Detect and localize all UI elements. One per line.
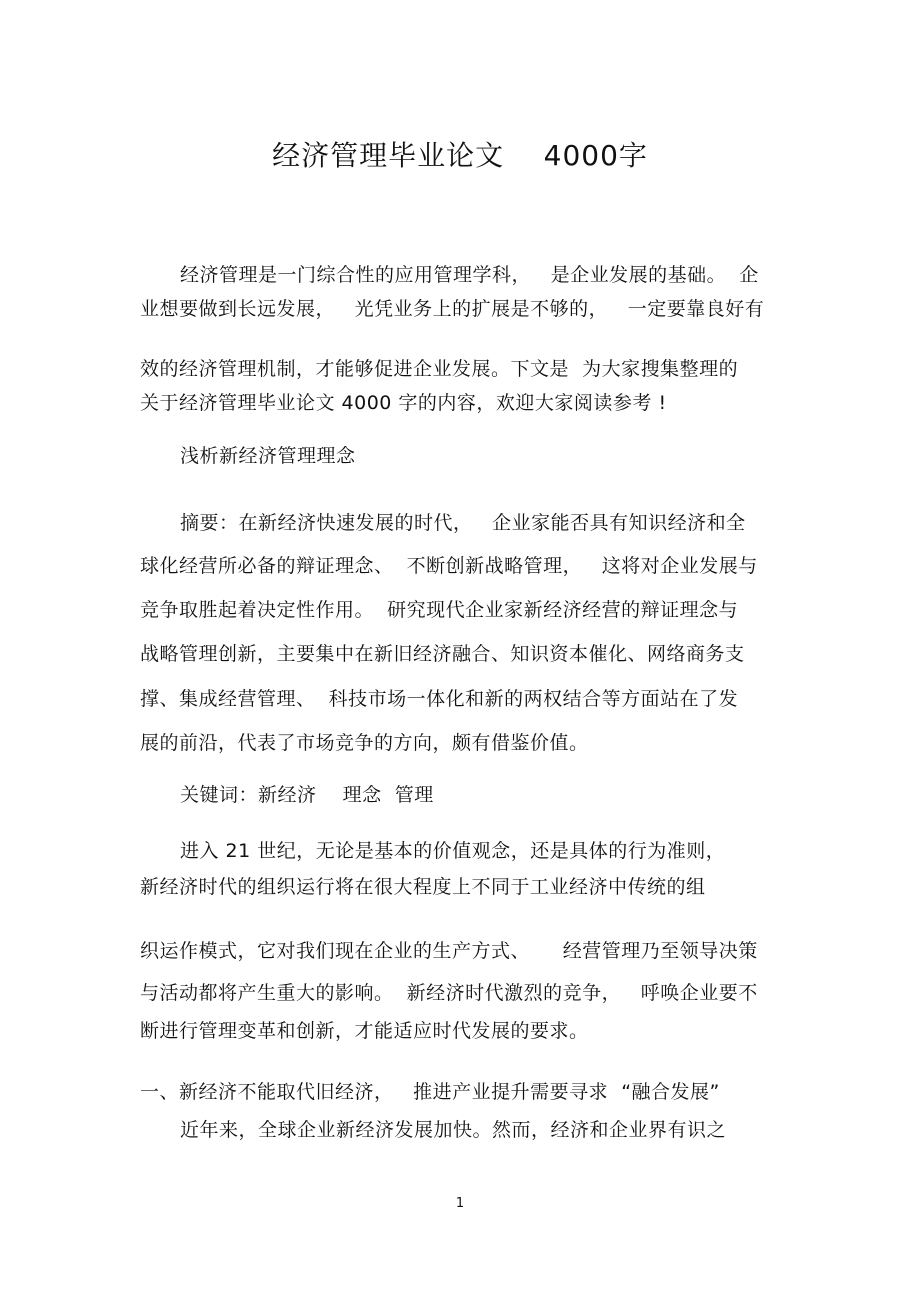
intro-line-1: 经济管理是一门综合性的应用管理学科， 是企业发展的基础。 企 xyxy=(180,264,759,286)
section-body-line-1: 近年来，全球企业新经济发展加快。然而，经济和企业界有识之 xyxy=(180,1119,727,1141)
body-line-1: 进入 21 世纪，无论是基本的价值观念，还是具体的行为准则， xyxy=(180,840,726,862)
section-heading: 一、新经济不能取代旧经济， 推进产业提升需要寻求 “融合发展” xyxy=(140,1081,720,1103)
abstract-line-5: 撑、集成经营管理、 科技市场一体化和新的两权结合等方面站在了发 xyxy=(140,688,739,710)
page-number: 1 xyxy=(455,1196,465,1211)
abstract-line-1: 摘要：在新经济快速发展的时代， 企业家能否具有知识经济和全 xyxy=(180,512,746,534)
article-title: 浅析新经济管理理念 xyxy=(180,445,356,467)
abstract-line-2: 球化经营所必备的辩证理念、 不断创新战略管理， 这将对企业发展与 xyxy=(140,555,758,577)
abstract-line-3: 竞争取胜起着决定性作用。 研究现代企业家新经济经营的辩证理念与 xyxy=(140,599,739,621)
intro-line-4: 关于经济管理毕业论文 4000 字的内容，欢迎大家阅读参考 ! xyxy=(140,392,667,414)
body-line-4: 与活动都将产生重大的影响。 新经济时代激烈的竞争， 呼唤企业要不 xyxy=(140,982,758,1004)
intro-line-2: 业想要做到长远发展， 光凭业务上的扩展是不够的， 一定要靠良好有 xyxy=(140,298,765,320)
body-line-5: 断进行管理变革和创新，才能适应时代发展的要求。 xyxy=(140,1020,589,1042)
abstract-line-6: 展的前沿，代表了市场竞争的方向，颇有借鉴价值。 xyxy=(140,732,589,754)
body-line-3: 织运作模式，它对我们现在企业的生产方式、 经营管理乃至领导决策 xyxy=(140,940,758,962)
body-line-2: 新经济时代的组织运行将在很大程度上不同于工业经济中传统的组 xyxy=(140,876,706,898)
document-title: 经济管理毕业论文 4000字 xyxy=(272,139,648,172)
intro-line-3: 效的经济管理机制，才能够促进企业发展。下文是 为大家搜集整理的 xyxy=(140,358,739,380)
keywords: 关键词：新经济 理念 管理 xyxy=(180,784,434,806)
abstract-line-4: 战略管理创新，主要集中在新旧经济融合、知识资本催化、网络商务支 xyxy=(140,643,745,665)
